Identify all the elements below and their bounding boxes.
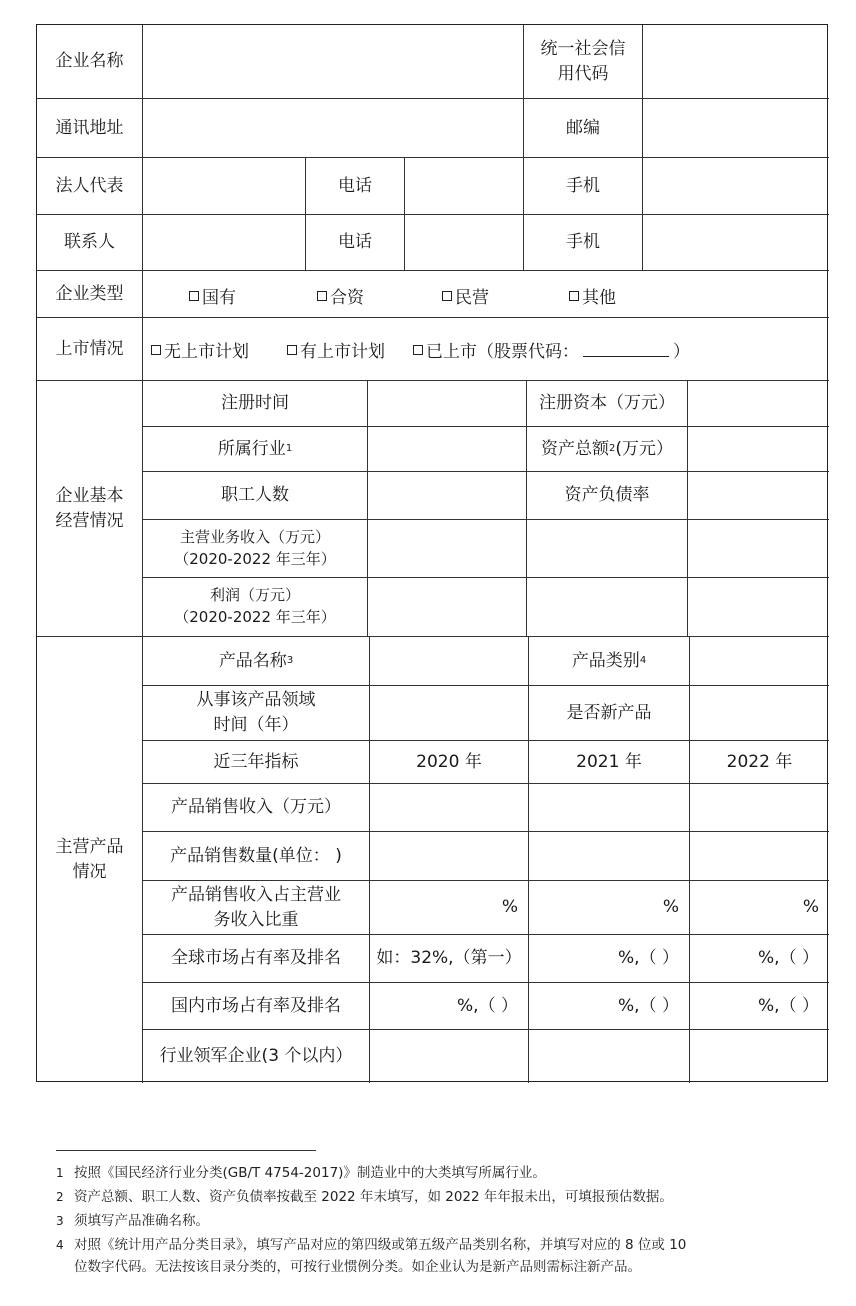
contact-phone-field[interactable] — [405, 215, 523, 270]
footnote-4: 4 对照《统计用产品分类目录》，填写产品对应的第四级或第五级产品类别名称，并填写对应的 8 位或 10 位数字代码。无法按该目录分类的，可按行业惯例分类。如企业认为是新产品则需标注新产品。 — [56, 1237, 687, 1275]
global-share-2020-field[interactable]: 如：32%,（第一） — [376, 948, 522, 969]
sales-revenue-2021-field[interactable] — [529, 784, 689, 831]
address-label: 通讯地址 — [55, 117, 124, 138]
debt-ratio-field[interactable] — [688, 472, 829, 519]
credit-code-label: 统一社会信 用代码 — [540, 38, 626, 84]
type-option-private[interactable]: 民营 — [442, 283, 489, 308]
domestic-share-2020-field[interactable]: %,（ ） — [457, 995, 518, 1016]
product-name-field[interactable] — [370, 637, 528, 685]
postcode-field[interactable] — [643, 99, 829, 157]
revenue-2021-field[interactable] — [527, 520, 687, 577]
industry-field[interactable] — [368, 427, 526, 471]
years-in-field-field[interactable] — [370, 686, 528, 740]
years-in-field-label: 从事该产品领域 时间（年） — [196, 690, 316, 735]
year-2022-header: 2022 年 — [726, 751, 793, 772]
sales-revenue-label: 产品销售收入（万元） — [171, 797, 341, 818]
global-share-2021-field[interactable]: %,（ ） — [618, 948, 679, 969]
industry-leaders-label: 行业领军企业(3 个以内） — [159, 1045, 353, 1066]
legal-rep-field[interactable] — [143, 158, 305, 214]
contact-mobile-field[interactable] — [643, 215, 829, 270]
product-section-label: 主营产品 情况 — [55, 837, 124, 882]
revenue-label: 主营业务收入（万元） （2020-2022 年三年） — [174, 527, 336, 568]
leaders-2021-field[interactable] — [529, 1030, 689, 1082]
domestic-share-2022-field[interactable]: %,（ ） — [758, 995, 819, 1016]
legal-mobile-field[interactable] — [643, 158, 829, 214]
industry-label: 所属行业 1 — [217, 438, 293, 459]
footnote-ref-4: 4 — [639, 654, 647, 666]
reg-time-field[interactable] — [368, 381, 526, 426]
company-name-field[interactable] — [143, 25, 523, 98]
legal-mobile-label: 手机 — [566, 175, 600, 196]
revenue-2020-field[interactable] — [368, 520, 526, 577]
leaders-2022-field[interactable] — [690, 1030, 829, 1082]
revenue-2022-field[interactable] — [688, 520, 829, 577]
sales-revenue-2022-field[interactable] — [690, 784, 829, 831]
product-category-field[interactable] — [690, 637, 829, 685]
reg-capital-field[interactable] — [688, 381, 829, 426]
contact-phone-label: 电话 — [338, 232, 372, 253]
total-assets-label: 资产总额 2 (万元） — [540, 438, 673, 459]
ratio-2020-field[interactable]: % — [501, 897, 518, 918]
legal-phone-label: 电话 — [338, 175, 372, 196]
listing-option-planned[interactable]: 有上市计划 — [287, 337, 385, 362]
is-new-product-field[interactable] — [690, 686, 829, 740]
footnote-ref-3: 3 — [286, 654, 294, 666]
sales-qty-label: 产品销售数量(单位： ) — [170, 845, 342, 866]
company-name-label: 企业名称 — [55, 51, 124, 72]
legal-rep-label: 法人代表 — [55, 175, 124, 196]
listing-option-none[interactable]: 无上市计划 — [151, 337, 249, 362]
type-option-state[interactable]: 国有 — [189, 283, 236, 308]
debt-ratio-label: 资产负债率 — [564, 485, 650, 506]
year-2021-header: 2021 年 — [576, 751, 642, 772]
reg-capital-label: 注册资本（万元） — [539, 393, 675, 414]
is-new-product-label: 是否新产品 — [566, 702, 652, 723]
indicators-label: 近三年指标 — [213, 751, 299, 772]
employees-label: 职工人数 — [221, 485, 289, 506]
checkbox-icon — [317, 291, 327, 301]
address-field[interactable] — [143, 99, 523, 157]
employees-field[interactable] — [368, 472, 526, 519]
profit-2020-field[interactable] — [368, 578, 526, 636]
footnote-ref-2: 2 — [608, 442, 616, 454]
footnote-divider — [56, 1150, 316, 1151]
type-option-other[interactable]: 其他 — [569, 283, 616, 308]
checkbox-icon — [151, 345, 161, 355]
domestic-share-label: 国内市场占有率及排名 — [171, 995, 341, 1016]
sales-revenue-2020-field[interactable] — [370, 784, 528, 831]
basic-section-label: 企业基本 经营情况 — [55, 485, 124, 531]
reg-time-label: 注册时间 — [221, 393, 289, 414]
type-option-jv[interactable]: 合资 — [317, 283, 364, 308]
enterprise-type-label: 企业类型 — [55, 283, 124, 304]
contact-label: 联系人 — [64, 232, 115, 253]
checkbox-icon — [287, 345, 297, 355]
footnote-1: 1 按照《国民经济行业分类(GB/T 4754-2017)》制造业中的大类填写所属行业。 — [56, 1165, 546, 1181]
checkbox-icon — [569, 291, 579, 301]
domestic-share-2021-field[interactable]: %,（ ） — [618, 995, 679, 1016]
footnote-3: 3 须填写产品准确名称。 — [56, 1213, 209, 1229]
leaders-2020-field[interactable] — [370, 1030, 528, 1082]
credit-code-field[interactable] — [643, 25, 829, 98]
footnote-2: 2 资产总额、职工人数、资产负债率按截至 2022 年末填写，如 2022 年年报未出，可填报预估数据。 — [56, 1189, 673, 1205]
ratio-label: 产品销售收入占主营业 务收入比重 — [171, 884, 341, 930]
footnote-ref-1: 1 — [285, 442, 293, 454]
profit-label: 利润（万元） （2020-2022 年三年） — [174, 586, 336, 626]
checkbox-icon — [413, 345, 423, 355]
profit-2022-field[interactable] — [688, 578, 829, 636]
sales-qty-2020-field[interactable] — [370, 832, 528, 880]
global-share-label: 全球市场占有率及排名 — [171, 948, 341, 969]
enterprise-info-form — [36, 24, 828, 1082]
postcode-label: 邮编 — [566, 117, 600, 138]
listing-option-listed[interactable]: 已上市（股票代码： ） — [413, 337, 690, 362]
contact-mobile-label: 手机 — [566, 232, 600, 253]
year-2020-header: 2020 年 — [416, 751, 482, 772]
checkbox-icon — [189, 291, 199, 301]
sales-qty-2022-field[interactable] — [690, 832, 829, 880]
global-share-2022-field[interactable]: %,（ ） — [758, 948, 819, 969]
total-assets-field[interactable] — [688, 427, 829, 471]
listing-status-label: 上市情况 — [55, 338, 124, 359]
product-name-label: 产品名称 3 — [218, 650, 294, 671]
ratio-2021-field[interactable]: % — [662, 897, 679, 918]
product-category-label: 产品类别 4 — [571, 650, 647, 671]
profit-2021-field[interactable] — [527, 578, 687, 636]
checkbox-icon — [442, 291, 452, 301]
sales-qty-2021-field[interactable] — [529, 832, 689, 880]
legal-phone-field[interactable] — [405, 158, 523, 214]
contact-field[interactable] — [143, 215, 305, 270]
stock-code-blank[interactable] — [583, 342, 669, 357]
ratio-2022-field[interactable]: % — [802, 897, 819, 918]
